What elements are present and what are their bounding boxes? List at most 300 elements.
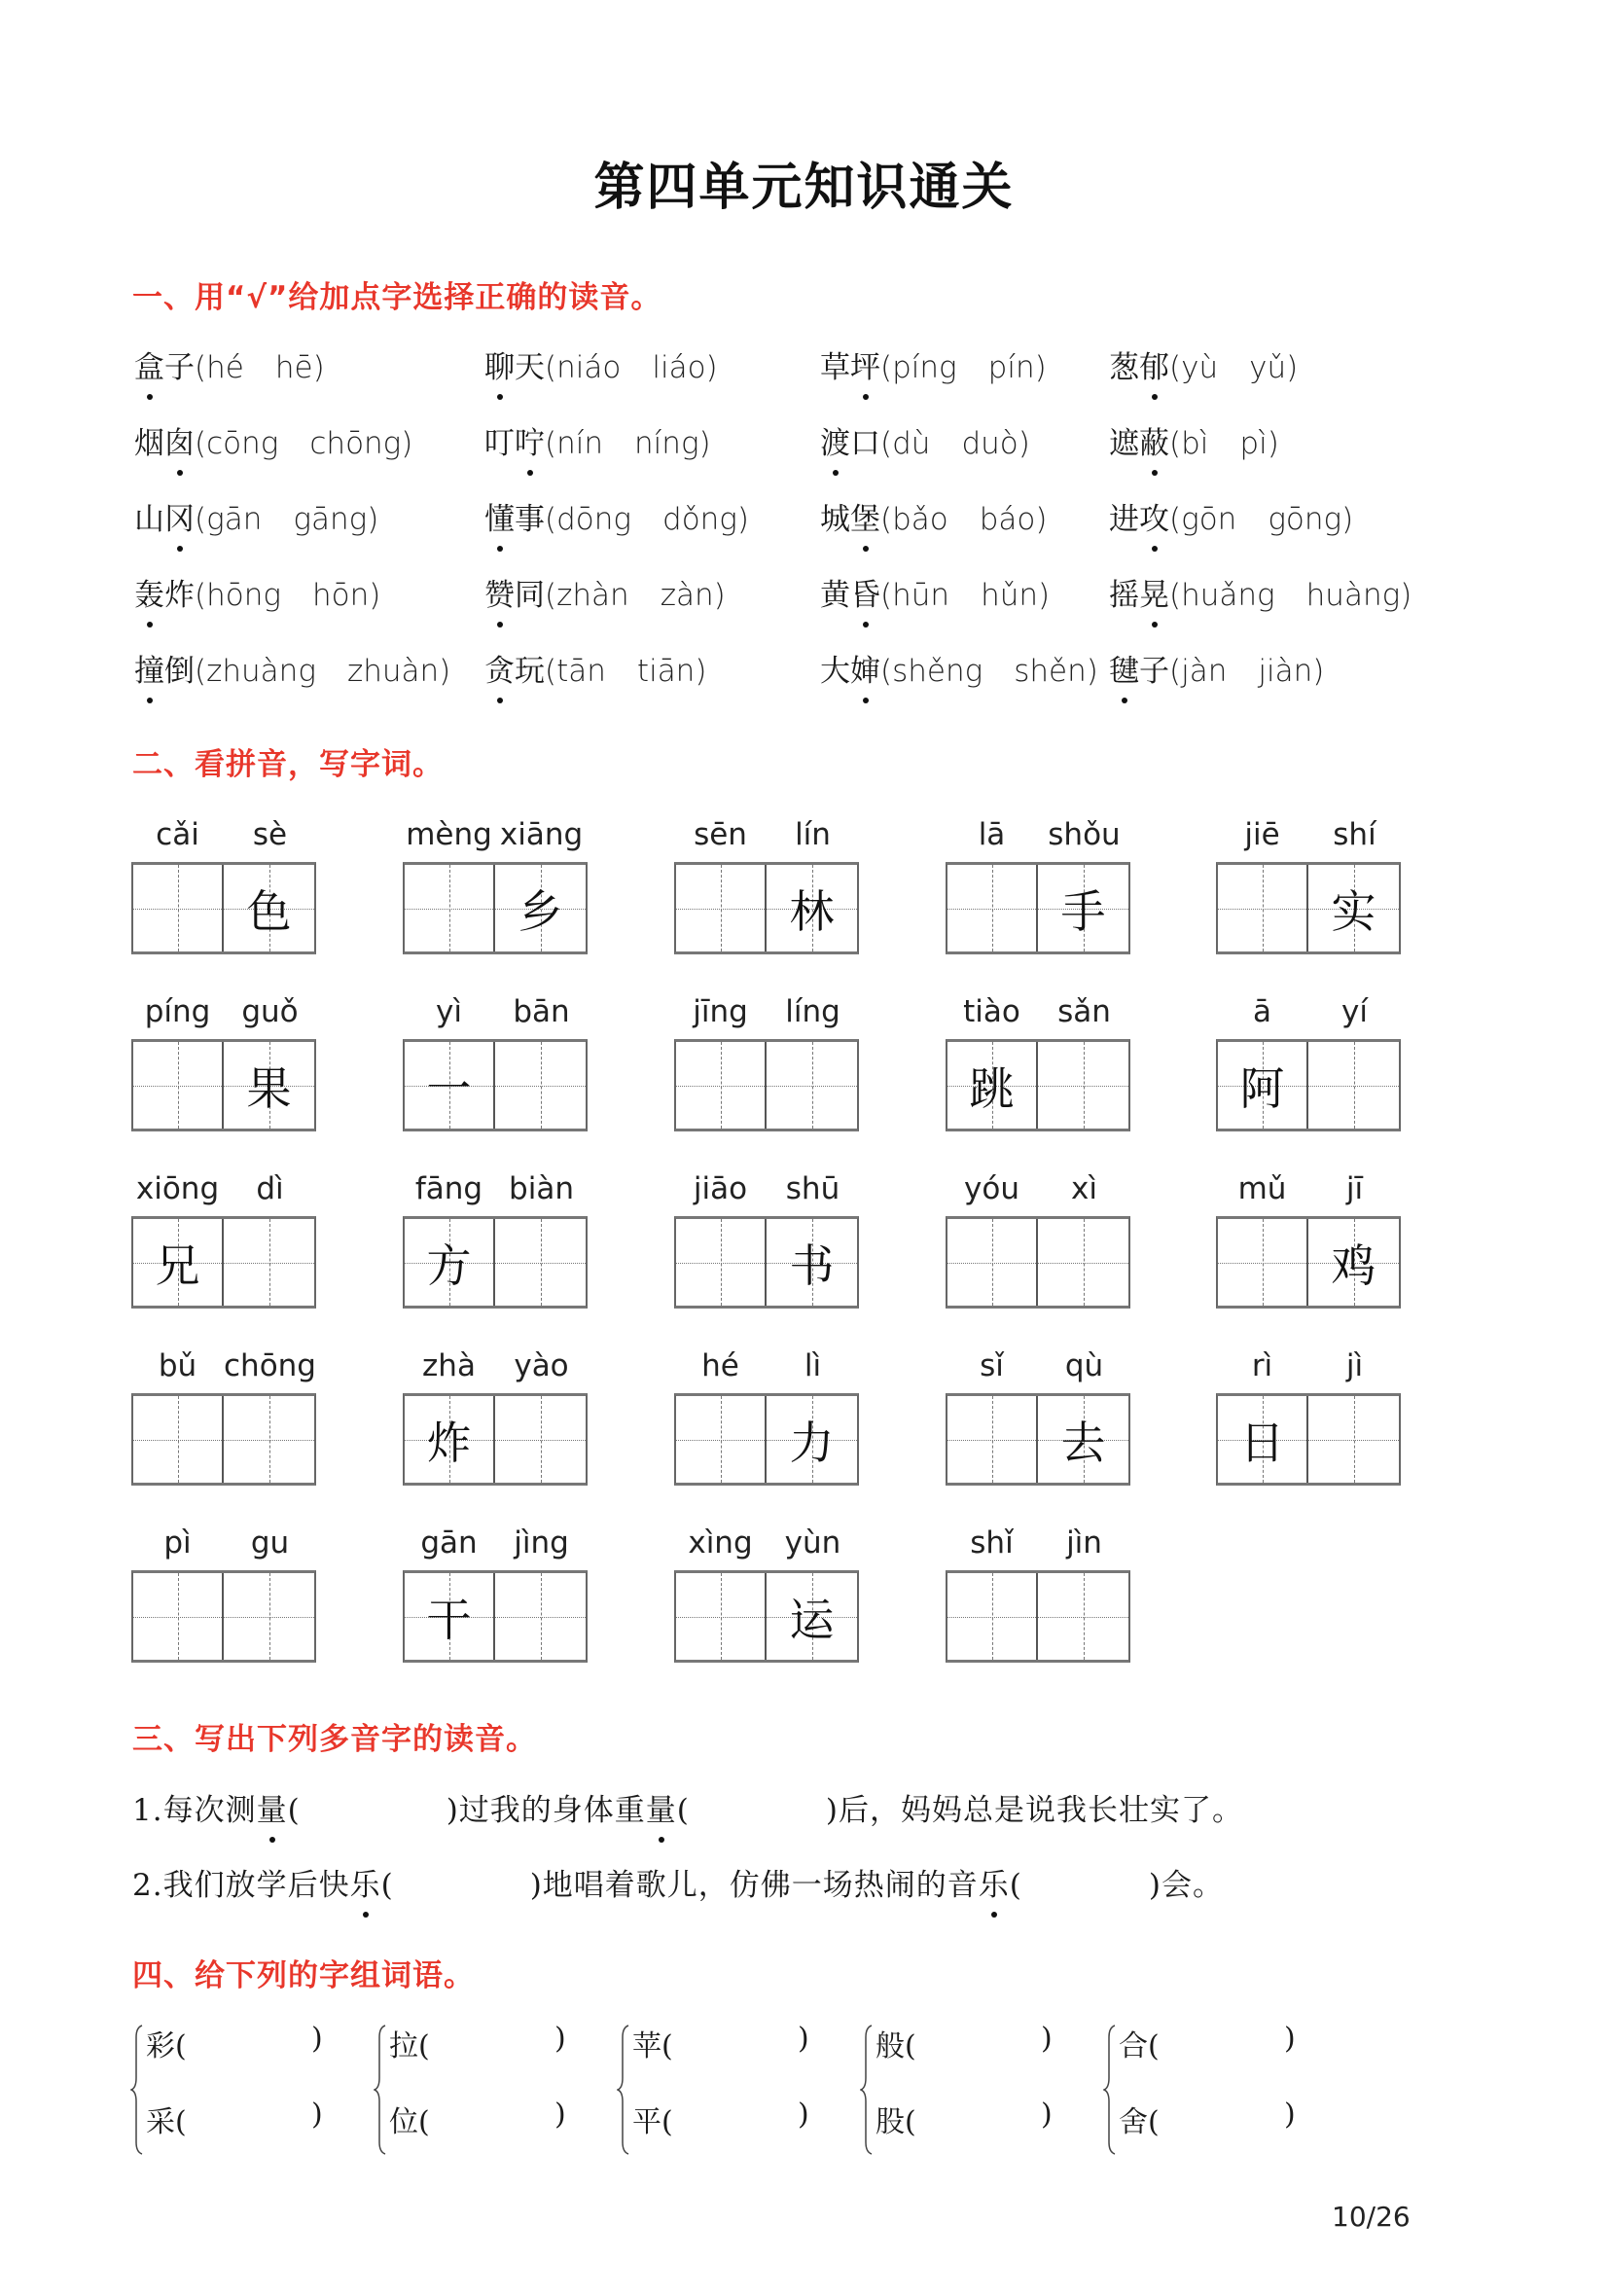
pinyin-syllable: sǎn xyxy=(1057,994,1111,1029)
character: 黄 xyxy=(820,578,850,613)
pinyin-syllable: mǔ xyxy=(1237,1171,1287,1206)
pinyin-option[interactable]: zàn xyxy=(660,578,714,613)
character: 子 xyxy=(1139,654,1169,689)
character: 舍 xyxy=(1119,2105,1148,2139)
pinyin-syllable: píng xyxy=(144,994,211,1029)
pinyin-label xyxy=(131,1348,316,1387)
tianzige-box[interactable] xyxy=(1218,1042,1308,1129)
pinyin-syllable: sǐ xyxy=(980,1348,1004,1383)
pinyin-syllable: xiāng xyxy=(499,817,584,852)
tianzige-box[interactable] xyxy=(1038,1396,1128,1483)
pinyin-option[interactable]: níng xyxy=(634,426,699,461)
tianzige-box[interactable] xyxy=(947,1219,1038,1306)
given-character: 一 xyxy=(426,1061,472,1115)
tianzige-pair xyxy=(403,1216,588,1309)
curly-brace-icon xyxy=(617,2024,630,2156)
pronunciation-item xyxy=(484,418,711,462)
paren-close: ) xyxy=(369,578,381,613)
pinyin-option[interactable]: hǔn xyxy=(981,578,1039,613)
tianzige-box[interactable] xyxy=(1218,1219,1308,1306)
tianzige-box[interactable] xyxy=(1308,1219,1399,1306)
paren-open: ( xyxy=(418,2105,430,2139)
given-character: 阿 xyxy=(1239,1061,1285,1115)
pinyin-option[interactable]: chōng xyxy=(309,426,402,461)
pinyin-label xyxy=(674,1348,859,1387)
pronunciation-item xyxy=(134,646,450,690)
answer-space[interactable] xyxy=(676,1219,765,1306)
tianzige-pair xyxy=(1216,1393,1401,1486)
given-character: 兄 xyxy=(155,1238,200,1292)
sentence xyxy=(132,1785,1243,1829)
word-group-line xyxy=(875,2022,1053,2064)
answer-space[interactable] xyxy=(947,1219,1036,1306)
pinyin-syllable: yùn xyxy=(784,1525,841,1561)
tianzige-box[interactable] xyxy=(133,1396,224,1483)
tianzige-box[interactable] xyxy=(133,1219,224,1306)
tianzige-box[interactable] xyxy=(767,1396,857,1483)
pronunciation-item xyxy=(820,570,1050,614)
paren-close: ) xyxy=(705,350,718,385)
tianzige-box[interactable] xyxy=(1038,1573,1128,1660)
character: 草 xyxy=(820,350,850,385)
tianzige-box[interactable] xyxy=(767,865,857,951)
pinyin-option[interactable]: báo xyxy=(979,502,1036,537)
pinyin-option[interactable]: liáo xyxy=(652,350,706,385)
tianzige-pair xyxy=(674,1570,859,1663)
pinyin-syllable: shí xyxy=(1333,817,1376,852)
page-title: 第四单元知识通关 xyxy=(593,158,1015,217)
tianzige-box[interactable] xyxy=(495,1396,586,1483)
dotted-character: 坪 xyxy=(850,342,880,386)
answer-space[interactable] xyxy=(1038,1219,1128,1306)
answer-space[interactable] xyxy=(676,1573,765,1660)
character: 同 xyxy=(515,578,545,613)
pinyin-label xyxy=(131,817,316,856)
sentence-text: 1.每次测 xyxy=(132,1793,257,1828)
word-pair xyxy=(1107,2022,1331,2158)
tianzige-box[interactable] xyxy=(495,1573,586,1660)
tianzige-box[interactable] xyxy=(676,1573,767,1660)
pinyin-option[interactable]: huǎng xyxy=(1181,578,1275,613)
paren-open: ( xyxy=(195,426,207,461)
dotted-character: 晃 xyxy=(1139,570,1169,614)
tianzige-box[interactable] xyxy=(947,1396,1038,1483)
tianzige-pair xyxy=(131,1216,316,1309)
pinyin-option[interactable]: niáo xyxy=(556,350,622,385)
pinyin-option[interactable]: hōn xyxy=(311,578,370,613)
sentence-text: ( xyxy=(1009,1868,1022,1903)
answer-space[interactable] xyxy=(495,1396,586,1483)
answer-space[interactable] xyxy=(495,1042,586,1129)
answer-space[interactable] xyxy=(224,1219,314,1306)
answer-space[interactable] xyxy=(767,1042,857,1129)
pinyin-option[interactable]: tiān xyxy=(636,654,696,689)
tianzige-pair xyxy=(946,1570,1130,1663)
pinyin-syllable: pì xyxy=(163,1525,192,1561)
pinyin-option[interactable]: zhàn xyxy=(556,578,629,613)
character: 葱 xyxy=(1109,350,1139,385)
pronunciation-item xyxy=(134,570,380,614)
pronunciation-item xyxy=(134,418,412,462)
word xyxy=(1109,426,1169,461)
tianzige-box[interactable] xyxy=(1038,1042,1128,1129)
sentence-text: )会。 xyxy=(1148,1868,1224,1903)
word xyxy=(134,654,195,689)
pinyin-option[interactable]: dōng xyxy=(556,502,632,537)
pinyin-option[interactable]: zhuàng xyxy=(206,654,316,689)
pinyin-syllable: hé xyxy=(701,1348,739,1383)
pinyin-syllable: gu xyxy=(250,1525,290,1561)
pinyin-syllable: jiē xyxy=(1244,817,1280,852)
pinyin-syllable: mèng xyxy=(406,817,492,852)
curly-brace-icon xyxy=(130,2024,144,2156)
tianzige-box[interactable] xyxy=(405,1042,495,1129)
paren-open: ( xyxy=(545,578,557,613)
paren-open: ( xyxy=(905,2029,916,2063)
word-group-line xyxy=(1119,2022,1296,2064)
pinyin-label xyxy=(946,1171,1130,1210)
dotted-character: 囱 xyxy=(164,418,195,462)
character: 苹 xyxy=(632,2029,661,2063)
character: 拉 xyxy=(389,2029,418,2063)
tianzige-box[interactable] xyxy=(1038,1219,1128,1306)
pinyin-syllable: líng xyxy=(785,994,840,1029)
pinyin-syllable: jì xyxy=(1345,1348,1364,1383)
pronunciation-item xyxy=(820,418,1030,462)
pinyin-syllable: yào xyxy=(514,1348,569,1383)
pinyin-label xyxy=(946,1525,1130,1564)
pinyin-syllable: bān xyxy=(513,994,570,1029)
paren-close: ) xyxy=(554,2022,566,2056)
pinyin-option[interactable]: shěn xyxy=(1014,654,1087,689)
tianzige-pair xyxy=(403,1393,588,1486)
tianzige-box[interactable] xyxy=(405,1219,495,1306)
dotted-character: 咛 xyxy=(515,418,545,462)
paren-close: ) xyxy=(1038,578,1051,613)
character: 彩 xyxy=(146,2029,175,2063)
tianzige-box[interactable] xyxy=(767,1042,857,1129)
tianzige-box[interactable] xyxy=(947,865,1038,951)
tianzige-box[interactable] xyxy=(1308,865,1399,951)
dotted-character: 懂 xyxy=(484,494,515,538)
pinyin-option[interactable]: tān xyxy=(556,654,606,689)
tianzige-pair xyxy=(1216,1216,1401,1309)
character: 天 xyxy=(515,350,545,385)
tianzige-pair xyxy=(674,862,859,954)
sentence-text: )地唱着歌儿，仿佛一场热闹的音 xyxy=(529,1868,979,1903)
pinyin-syllable: fāng xyxy=(414,1171,483,1206)
tianzige-box[interactable] xyxy=(224,1219,314,1306)
pinyin-option[interactable]: hé xyxy=(206,350,244,385)
pinyin-option[interactable]: yǔ xyxy=(1249,350,1287,385)
tianzige-box[interactable] xyxy=(133,1042,224,1129)
pinyin-syllable: yì xyxy=(436,994,462,1029)
pinyin-option[interactable]: yù xyxy=(1181,350,1219,385)
pinyin-option[interactable]: hē xyxy=(274,350,313,385)
paren-close: ) xyxy=(1284,2098,1296,2132)
paren-close: ) xyxy=(311,2022,323,2056)
tianzige-box[interactable] xyxy=(405,1396,495,1483)
pinyin-option[interactable]: jàn xyxy=(1181,654,1228,689)
answer-space[interactable] xyxy=(947,1396,1036,1483)
paren-close: ) xyxy=(1286,350,1299,385)
word-group-line xyxy=(632,2098,809,2140)
pinyin-option[interactable]: dǒng xyxy=(662,502,737,537)
word xyxy=(484,350,545,385)
pinyin-option[interactable]: píng xyxy=(892,350,957,385)
character: 平 xyxy=(632,2105,661,2139)
word xyxy=(1109,502,1169,537)
tianzige-pair xyxy=(403,862,588,954)
character: 摇 xyxy=(1109,578,1139,613)
paren-close: ) xyxy=(713,578,726,613)
pinyin-option[interactable]: shěng xyxy=(892,654,983,689)
answer-space[interactable] xyxy=(133,1573,222,1660)
word-group-line xyxy=(632,2022,809,2064)
dotted-character: 攻 xyxy=(1139,494,1169,538)
paren-open: ( xyxy=(880,578,893,613)
pinyin-option[interactable]: duò xyxy=(961,426,1018,461)
pinyin-option[interactable]: jiàn xyxy=(1258,654,1313,689)
word xyxy=(134,502,195,537)
tianzige-pair xyxy=(946,1039,1130,1131)
character: 玩 xyxy=(515,654,545,689)
character: 烟 xyxy=(134,426,164,461)
answer-space[interactable] xyxy=(224,1396,314,1483)
pinyin-option[interactable]: dù xyxy=(892,426,931,461)
tianzige-box[interactable] xyxy=(224,1396,314,1483)
pinyin-syllable: lín xyxy=(795,817,831,852)
paren-close: ) xyxy=(1041,2022,1053,2056)
answer-space[interactable] xyxy=(224,1573,314,1660)
pinyin-syllable: bǔ xyxy=(158,1348,197,1383)
tianzige-box[interactable] xyxy=(405,865,495,951)
pronunciation-item xyxy=(820,646,1098,690)
paren-open: ( xyxy=(880,350,893,385)
pinyin-syllable: xì xyxy=(1071,1171,1097,1206)
tianzige-box[interactable] xyxy=(1038,865,1128,951)
pronunciation-item xyxy=(134,342,325,386)
paren-close: ) xyxy=(439,654,451,689)
dotted-character: 乐 xyxy=(979,1860,1010,1904)
paren-open: ( xyxy=(1169,426,1182,461)
tianzige-box[interactable] xyxy=(405,1573,495,1660)
paren-open: ( xyxy=(195,578,207,613)
word xyxy=(820,350,880,385)
pinyin-label xyxy=(946,1348,1130,1387)
word xyxy=(134,578,195,613)
tianzige-box[interactable] xyxy=(1308,1042,1399,1129)
pinyin-label xyxy=(674,817,859,856)
dotted-character: 盒 xyxy=(134,342,164,386)
character: 子 xyxy=(164,350,195,385)
tianzige-box[interactable] xyxy=(495,865,586,951)
given-character: 鸡 xyxy=(1331,1238,1376,1292)
answer-space[interactable] xyxy=(133,1396,222,1483)
paren-open: ( xyxy=(545,350,557,385)
word xyxy=(484,654,545,689)
paren-close: ) xyxy=(401,426,413,461)
paren-close: ) xyxy=(311,2098,323,2132)
pinyin-syllable: dì xyxy=(256,1171,284,1206)
dotted-character: 轰 xyxy=(134,570,164,614)
tianzige-box[interactable] xyxy=(676,865,767,951)
paren-open: ( xyxy=(880,426,893,461)
answer-space[interactable] xyxy=(133,865,222,951)
dotted-character: 渡 xyxy=(820,418,850,462)
paren-open: ( xyxy=(175,2105,187,2139)
pronunciation-item xyxy=(820,494,1048,538)
tianzige-box[interactable] xyxy=(676,1042,767,1129)
character: 股 xyxy=(875,2105,905,2139)
dotted-character: 聊 xyxy=(484,342,515,386)
pronunciation-item xyxy=(1109,646,1324,690)
pinyin-syllable: jī xyxy=(1345,1171,1364,1206)
paren-close: ) xyxy=(1284,2022,1296,2056)
paren-open: ( xyxy=(195,502,207,537)
section2-heading: 二、看拼音，写字词。 xyxy=(132,747,444,782)
given-character: 林 xyxy=(789,884,835,938)
page-number: 10/26 xyxy=(1332,2201,1411,2233)
section3-heading: 三、写出下列多音字的读音。 xyxy=(132,1722,537,1757)
paren-open: ( xyxy=(418,2029,430,2063)
tianzige-box[interactable] xyxy=(224,1042,314,1129)
answer-space[interactable] xyxy=(1308,1042,1399,1129)
tianzige-box[interactable] xyxy=(1218,865,1308,951)
section1-heading: 一、用“√”给加点字选择正确的读音。 xyxy=(132,280,662,315)
tianzige-box[interactable] xyxy=(224,1573,314,1660)
dotted-character: 昏 xyxy=(850,570,880,614)
pinyin-label xyxy=(1216,1171,1401,1210)
pinyin-option[interactable]: huàng xyxy=(1305,578,1401,613)
tianzige-box[interactable] xyxy=(676,1219,767,1306)
tianzige-pair xyxy=(1216,1039,1401,1131)
paren-open: ( xyxy=(661,2105,673,2139)
pinyin-label xyxy=(403,1348,588,1387)
tianzige-box[interactable] xyxy=(224,865,314,951)
sentence-text: )后，妈妈总是说我长壮实了。 xyxy=(825,1793,1243,1828)
character: 合 xyxy=(1119,2029,1148,2063)
pinyin-syllable: shǒu xyxy=(1048,817,1121,852)
pinyin-option[interactable]: bǎo xyxy=(892,502,948,537)
tianzige-box[interactable] xyxy=(495,1219,586,1306)
paren-open: ( xyxy=(880,654,893,689)
pinyin-label xyxy=(403,994,588,1033)
pinyin-option[interactable]: gōng xyxy=(1268,502,1342,537)
answer-space[interactable] xyxy=(947,865,1036,951)
answer-space[interactable] xyxy=(1038,1573,1128,1660)
pinyin-label xyxy=(403,817,588,856)
given-character: 去 xyxy=(1060,1416,1106,1469)
pinyin-label xyxy=(1216,994,1401,1033)
pinyin-option[interactable]: hūn xyxy=(892,578,950,613)
given-character: 乡 xyxy=(518,884,563,938)
pinyin-syllable: yí xyxy=(1341,994,1368,1029)
pinyin-option[interactable]: gāng xyxy=(293,502,368,537)
tianzige-box[interactable] xyxy=(133,865,224,951)
given-character: 运 xyxy=(789,1593,835,1646)
word-group-line xyxy=(389,2022,566,2064)
answer-space[interactable] xyxy=(1218,865,1306,951)
pinyin-option[interactable]: pín xyxy=(987,350,1035,385)
tianzige-box[interactable] xyxy=(133,1573,224,1660)
word-group-line xyxy=(146,2022,323,2064)
paren-close: ) xyxy=(1267,426,1279,461)
tianzige-pair xyxy=(1216,862,1401,954)
answer-space[interactable] xyxy=(676,1396,765,1483)
pinyin-option[interactable]: zhuàn xyxy=(346,654,440,689)
pinyin-option[interactable]: hōng xyxy=(206,578,281,613)
answer-space[interactable] xyxy=(1308,1396,1399,1483)
tianzige-box[interactable] xyxy=(676,1396,767,1483)
sentence-text: ( xyxy=(380,1868,394,1903)
curly-brace-icon xyxy=(374,2024,387,2156)
tianzige-pair xyxy=(946,1216,1130,1309)
pinyin-label xyxy=(674,1525,859,1564)
tianzige-box[interactable] xyxy=(1218,1396,1308,1483)
curly-brace-icon xyxy=(860,2024,874,2156)
answer-space[interactable] xyxy=(495,1573,586,1660)
answer-space[interactable] xyxy=(133,1042,222,1129)
dotted-character: 赞 xyxy=(484,570,515,614)
paren-close: ) xyxy=(695,654,707,689)
character: 倒 xyxy=(164,654,195,689)
tianzige-pair xyxy=(674,1039,859,1131)
answer-space[interactable] xyxy=(1038,1042,1128,1129)
pinyin-option[interactable]: nín xyxy=(556,426,604,461)
paren-open: ( xyxy=(195,350,207,385)
pinyin-syllable: xiōng xyxy=(135,1171,220,1206)
pinyin-syllable: shū xyxy=(785,1171,840,1206)
tianzige-box[interactable] xyxy=(947,1573,1038,1660)
tianzige-box[interactable] xyxy=(495,1042,586,1129)
pinyin-label xyxy=(946,994,1130,1033)
pinyin-option[interactable]: gān xyxy=(206,502,263,537)
pronunciation-item xyxy=(484,570,726,614)
answer-space[interactable] xyxy=(495,1219,586,1306)
pinyin-option[interactable]: gōn xyxy=(1181,502,1237,537)
pronunciation-item xyxy=(1109,342,1298,386)
tianzige-pair xyxy=(946,1393,1130,1486)
word xyxy=(1109,578,1169,613)
answer-space[interactable] xyxy=(676,1042,765,1129)
dotted-character: 量 xyxy=(257,1785,288,1829)
paren-close: ) xyxy=(367,502,379,537)
pinyin-option[interactable]: pì xyxy=(1239,426,1268,461)
tianzige-box[interactable] xyxy=(1308,1396,1399,1483)
answer-space[interactable] xyxy=(1218,1219,1306,1306)
pinyin-option[interactable]: cōng xyxy=(206,426,279,461)
word-group-line xyxy=(1119,2098,1296,2140)
paren-close: ) xyxy=(1034,350,1047,385)
answer-space[interactable] xyxy=(947,1573,1036,1660)
word xyxy=(1109,350,1169,385)
pinyin-syllable: tiào xyxy=(963,994,1020,1029)
answer-space[interactable] xyxy=(405,865,493,951)
answer-space[interactable] xyxy=(676,865,765,951)
tianzige-box[interactable] xyxy=(947,1042,1038,1129)
pinyin-syllable: gān xyxy=(420,1525,478,1561)
tianzige-box[interactable] xyxy=(767,1573,857,1660)
word-pair xyxy=(621,2022,844,2158)
word-pair xyxy=(864,2022,1088,2158)
paren-open: ( xyxy=(905,2105,916,2139)
curly-brace-icon xyxy=(1103,2024,1117,2156)
tianzige-box[interactable] xyxy=(767,1219,857,1306)
word xyxy=(134,426,195,461)
pinyin-option[interactable]: bì xyxy=(1181,426,1209,461)
tianzige-pair xyxy=(131,862,316,954)
